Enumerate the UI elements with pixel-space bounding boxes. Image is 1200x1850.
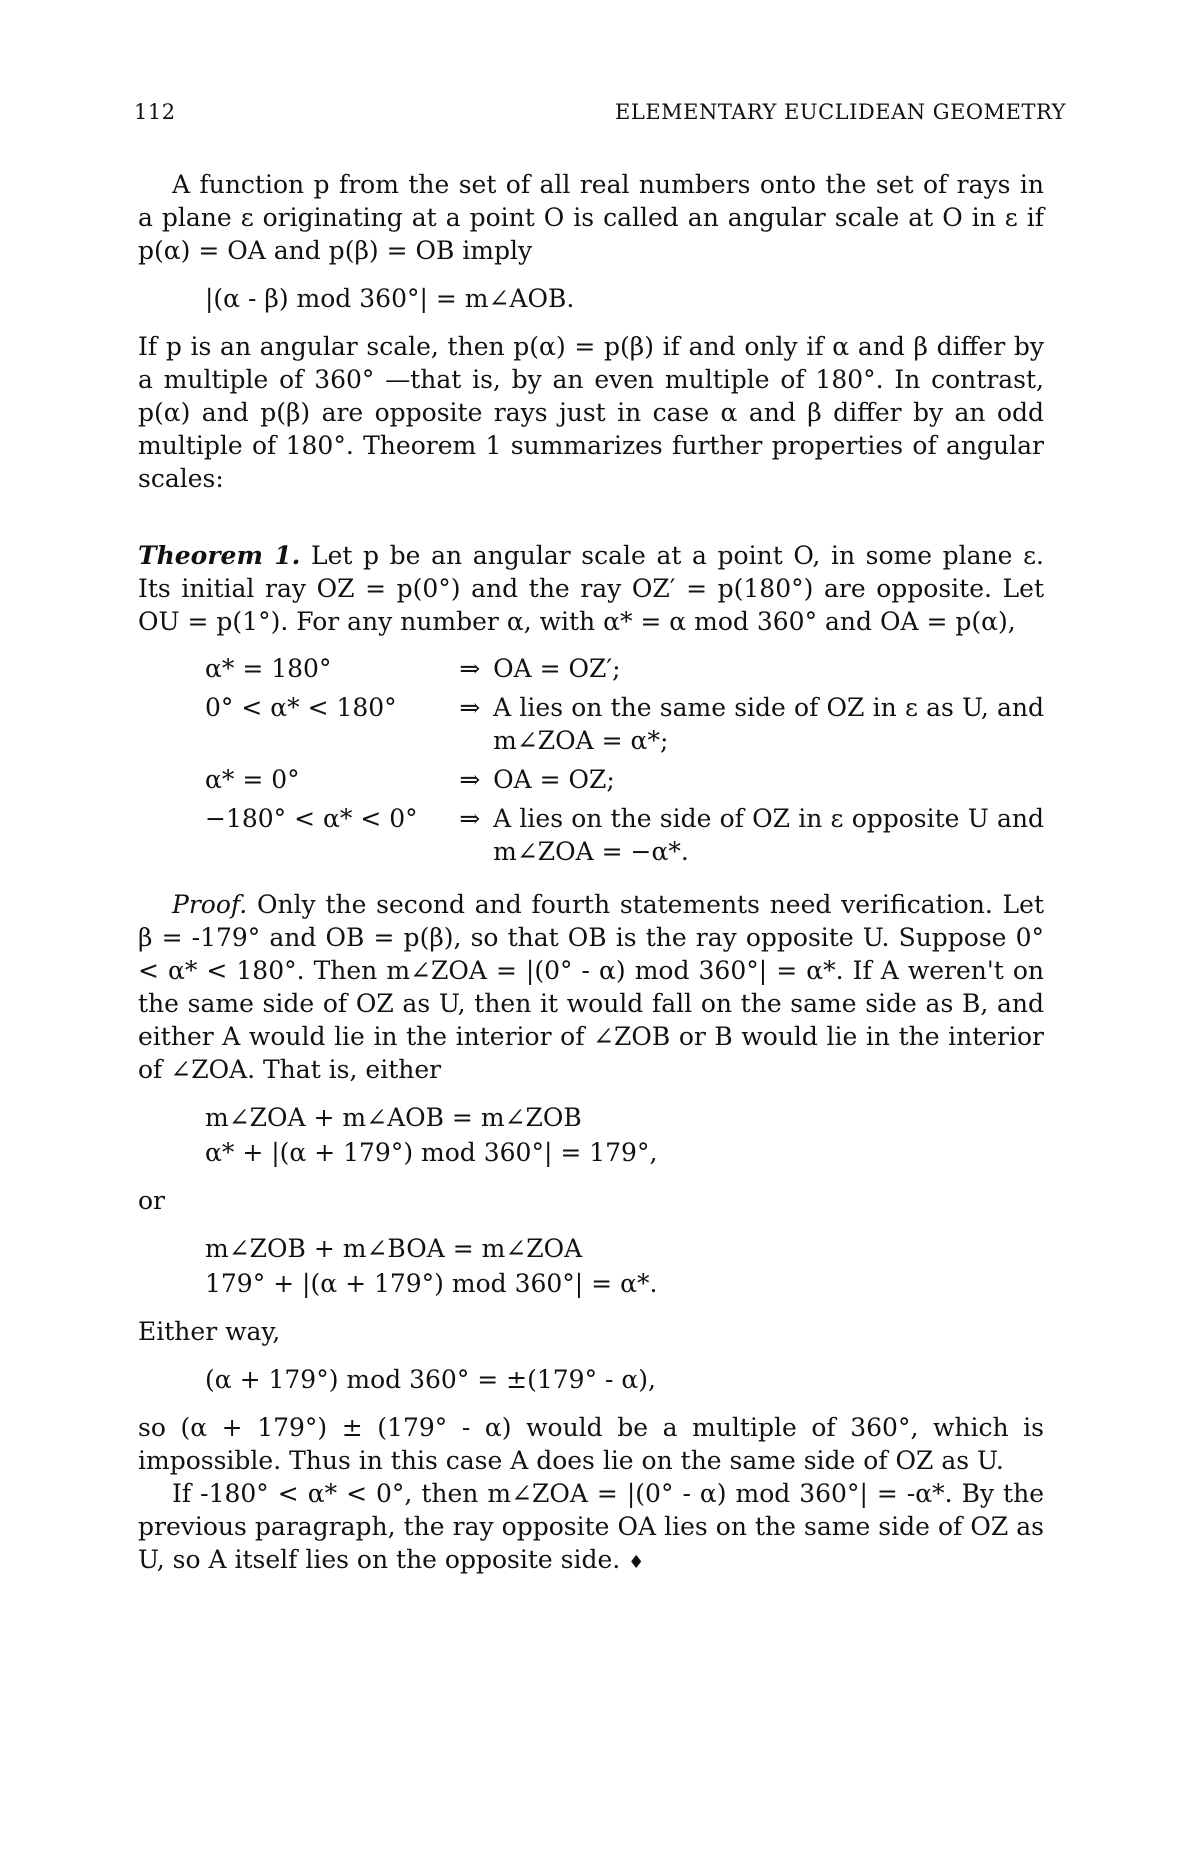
case-result: A lies on the same side of OZ in ε as U, and m∠ZOA = α*; [493,693,1044,755]
case-row [205,763,1044,802]
case-row [205,652,1044,691]
display-equation: m∠ZOA + m∠AOB = m∠ZOB [205,1103,582,1132]
display-equation: 179° + |(α + 179°) mod 360°| = α*. [205,1269,658,1298]
display-equation: |(α - β) mod 360°| = m∠AOB. [205,284,575,313]
page-body [138,168,1044,1579]
either-way-text: Either way, [138,1317,281,1346]
case-condition: α* = 180° [205,654,332,683]
proof-label: Proof. [172,890,248,919]
proof-text: Only the second and fourth statements need verification. Let β = -179° and OB = p(β), so that OB is the ray opposite U. Suppose 0° < α* < 180°. Then m∠ZOA = |(0° - α) mod 360°| = α*. If A weren't on the same side of OZ as U, then it would fall on the same side as B, and either A would lie in the interior of ∠ZOB or B would lie in the interior of ∠ZOA. That is, either [138,890,1044,1084]
case-condition: 0° < α* < 180° [205,693,397,722]
theorem-label: Theorem 1. [138,541,301,570]
scale-properties-paragraph: If p is an angular scale, then p(α) = p(β) if and only if α and β differ by a multiple of 360° —that is, by an even multiple of 180°. In contrast, p(α) and p(β) are opposite rays just in case α and β differ by an odd multiple of 180°. Theorem 1 summarizes further properties of angular scales: [138,332,1044,493]
definition-paragraph: A function p from the set of all real numbers onto the set of rays in a plane ε originating at a point O is called an angular scale at O in ε if p(α) = OA and p(β) = OB imply [138,170,1044,265]
implies-arrow: ⇒ [459,765,481,794]
qed-symbol: ♦ [628,1552,645,1573]
case-row [205,802,1044,874]
theorem-paragraph [138,539,1044,638]
display-equation: α* + |(α + 179°) mod 360°| = 179°, [205,1138,658,1167]
display-equation: (α + 179°) mod 360° = ±(179° - α), [205,1365,657,1394]
theorem-cases [205,652,1044,874]
implies-arrow: ⇒ [459,654,481,683]
page-number: 112 [134,100,176,124]
implies-arrow: ⇒ [459,693,481,722]
proof-paragraph [138,888,1044,1086]
proof-display-2 [138,1231,1044,1301]
proof-display-1 [138,1100,1044,1170]
implies-arrow: ⇒ [459,804,481,833]
case-condition: −180° < α* < 0° [205,804,418,833]
display-equation: m∠ZOB + m∠BOA = m∠ZOA [205,1234,583,1263]
page-header [134,100,1066,124]
definition-display [138,281,1044,316]
running-title: ELEMENTARY EUCLIDEAN GEOMETRY [615,100,1066,124]
case-result: A lies on the side of OZ in ε opposite U and m∠ZOA = −α*. [493,804,1044,866]
proof-final-text: If -180° < α* < 0°, then m∠ZOA = |(0° - α) mod 360°| = -α*. By the previous paragraph, the ray opposite OA lies on the same side of OZ as U, so A itself lies on the opposite side. [138,1479,1044,1574]
proof-display-3 [138,1362,1044,1397]
proof-conclusion: so (α + 179°) ± (179° - α) would be a multiple of 360°, which is impossible. Thus in this case A does lie on the same side of OZ as U. [138,1413,1044,1475]
proof-final-paragraph [138,1477,1044,1579]
case-result: OA = OZ; [493,765,615,794]
theorem-text: Let p be an angular scale at a point O, in some plane ε. Its initial ray OZ = p(0°) and the ray OZ′ = p(180°) are opposite. Let OU = p(1°). For any number α, with α* = α mod 360° and OA = p(α), [138,541,1044,636]
case-row [205,691,1044,763]
case-condition: α* = 0° [205,765,300,794]
or-connector: or [138,1186,166,1215]
case-result: OA = OZ′; [493,654,621,683]
